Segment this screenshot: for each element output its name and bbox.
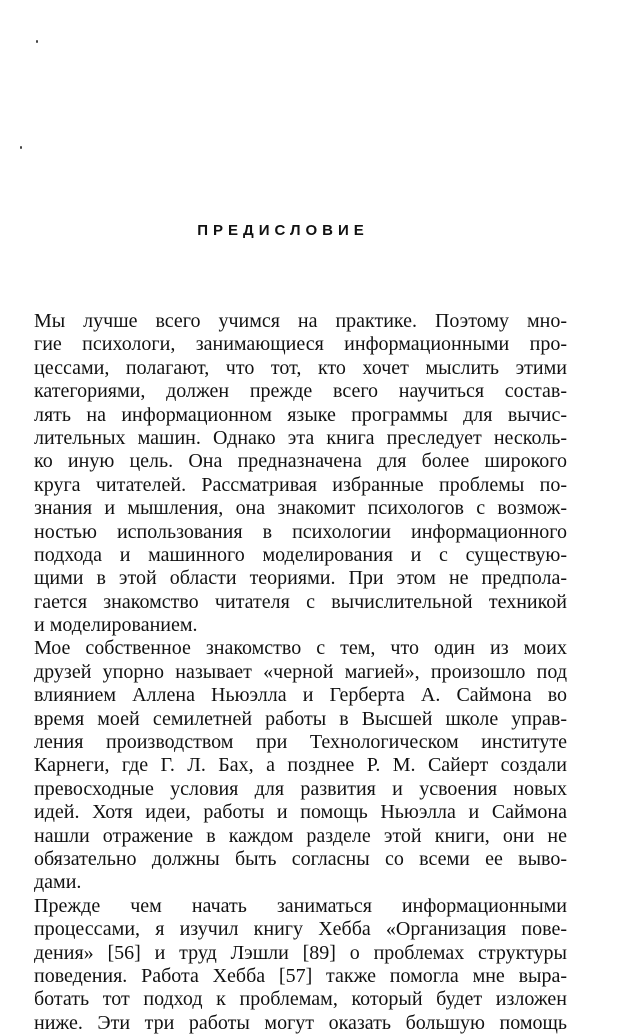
text-line: ко иную цель. Она предназначена для более широкого	[34, 450, 567, 473]
text-line: и моделированием.	[34, 614, 198, 637]
text-line: ботать тот подход к проблемам, который будет изложен	[34, 988, 567, 1011]
print-speck	[36, 40, 38, 43]
text-line: знания и мышления, она знакомит психологов с возмож-	[34, 497, 567, 520]
text-line: влиянием Аллена Ньюэлла и Герберта А. Саймона во	[34, 684, 567, 707]
text-line: превосходные условия для развития и усвоения новых	[34, 777, 567, 800]
text-line: дения» [56] и труд Лэшли [89] о проблемах структуры	[34, 941, 567, 964]
text-line: друзей упорно называет «черной магией», произошло под	[34, 660, 567, 683]
text-line: идей. Хотя идеи, работы и помощь Ньюэлла и Саймона	[34, 801, 567, 824]
preface-text	[34, 310, 567, 1035]
text-line: ления производством при Технологическом институте	[34, 731, 567, 754]
text-line: Прежде чем начать заниматься информационными	[34, 894, 567, 917]
text-line: гается знакомство читателя с вычислительной техникой	[34, 590, 567, 613]
text-line: гие психологи, занимающиеся информационными про-	[34, 333, 567, 356]
text-line: цессами, полагают, что тот, кто хочет мыслить этими	[34, 356, 567, 379]
text-line: круга читателей. Рассматривая избранные проблемы по-	[34, 473, 567, 496]
text-line: щими в этой области теориями. При этом не предпола-	[34, 567, 567, 590]
text-line: лительных машин. Однако эта книга преследует несколь-	[34, 426, 567, 449]
text-line: дами.	[34, 871, 82, 894]
text-line: Мы лучше всего учимся на практике. Поэтому мно-	[34, 310, 567, 332]
text-line: ниже. Эти три работы могут оказать большую помощь	[34, 1011, 567, 1034]
text-line: Карнеги, где Г. Л. Бах, а позднее Р. М. Сайерт создали	[34, 754, 567, 777]
text-line: лять на информационном языке программы для вычис-	[34, 403, 567, 426]
text-line: поведения. Работа Хебба [57] также помогла мне выра-	[34, 964, 567, 987]
text-line: время моей семилетней работы в Высшей школе управ-	[34, 707, 567, 730]
print-speck	[20, 146, 22, 149]
page-heading: ПРЕДИСЛОВИЕ	[197, 222, 369, 239]
text-line: обязательно должны быть согласны со всеми ее выво-	[34, 847, 567, 870]
text-line: нашли отражение в каждом разделе этой книги, они не	[34, 824, 567, 847]
text-line: ностью использования в психологии информационного	[34, 520, 567, 543]
text-line: категориями, должен прежде всего научиться состав-	[34, 380, 567, 403]
text-line: подхода и машинного моделирования и с существую-	[34, 543, 567, 566]
text-line: Мое собственное знакомство с тем, что один из моих	[34, 637, 567, 660]
text-line: процессами, я изучил книгу Хебба «Организация пове-	[34, 918, 567, 941]
